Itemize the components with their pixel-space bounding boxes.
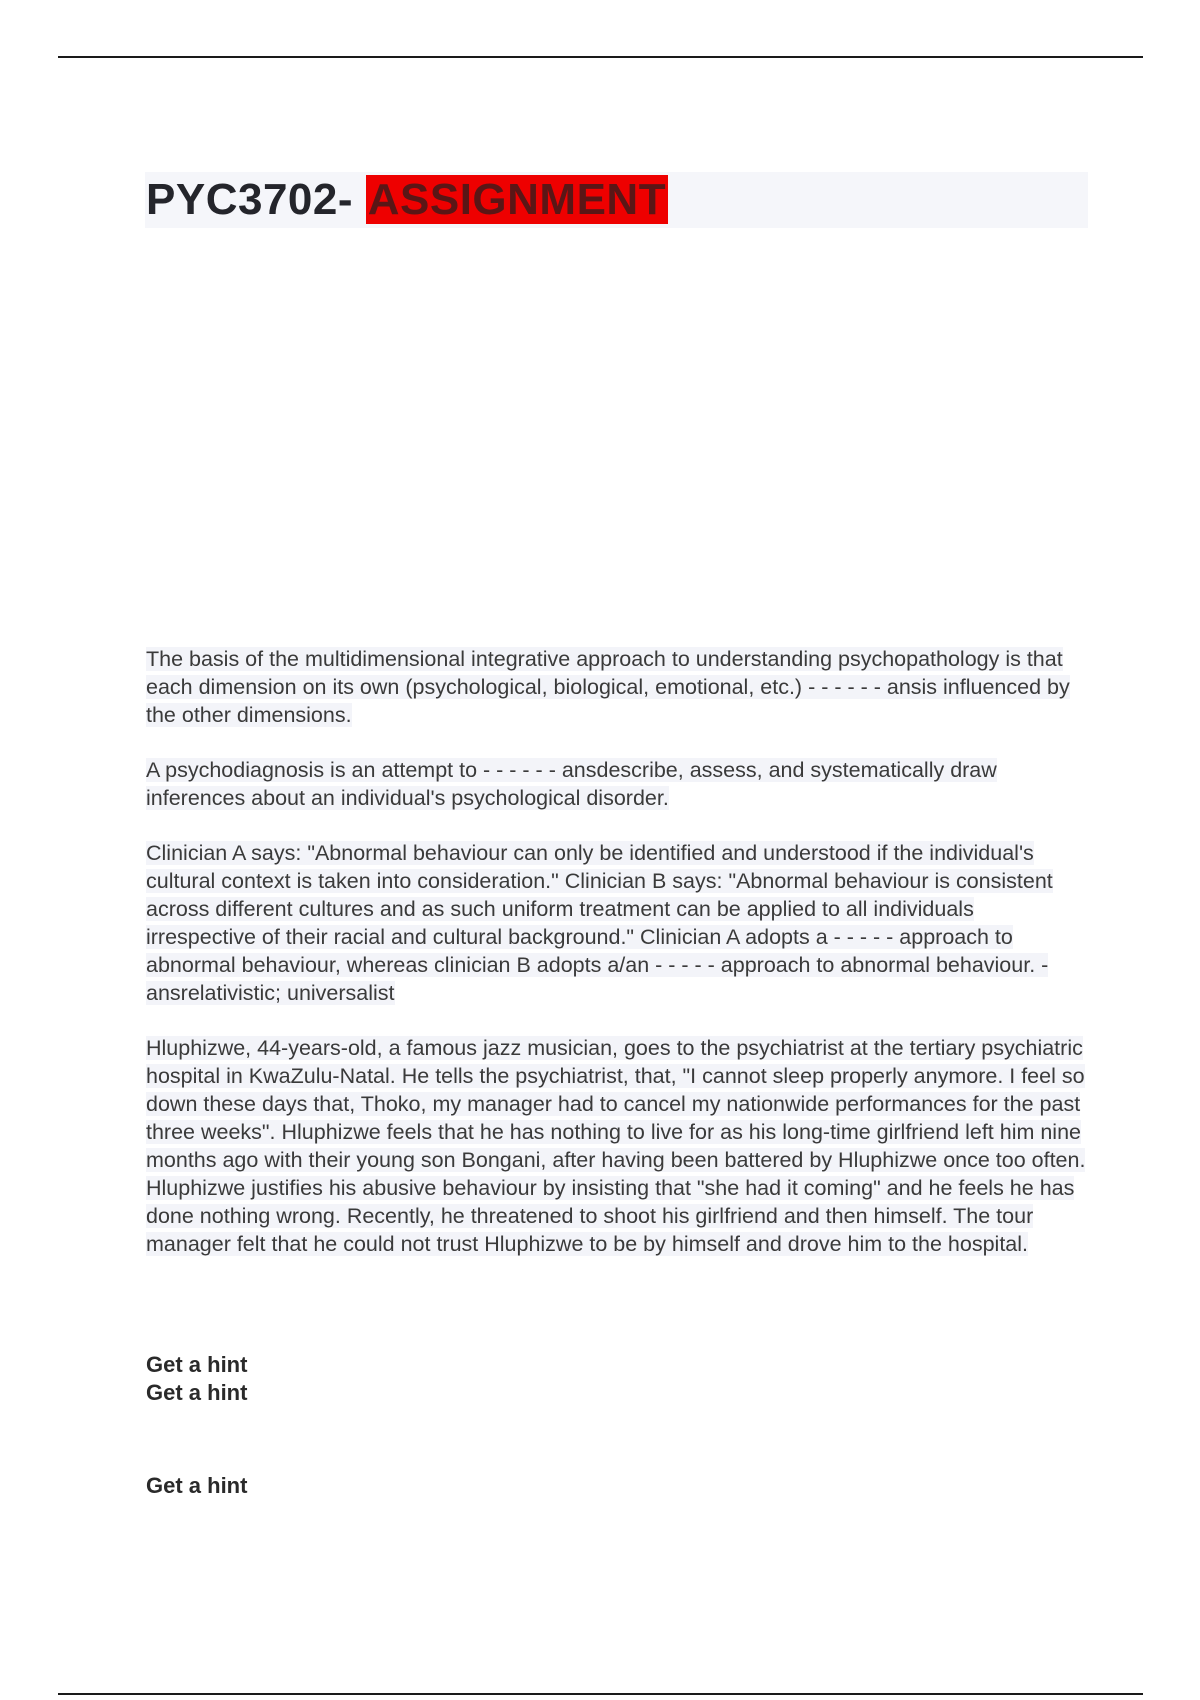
document-body (146, 645, 1086, 1285)
paragraph-clinicians: Clinician A says: "Abnormal behaviour can only be identified and understood if the individual's cultural context is taken into consideration." Clinician B says: "Abnormal behaviour is consistent across different cultures and as such uniform treatment can be applied to all individuals irrespective of their racial and cultural background." Clinician A adopts a - - - - - approach to abnormal behaviour, whereas clinician B adopts a/an - - - - - approach to abnormal behaviour. - ansrelativistic; universalist (146, 841, 1053, 1005)
get-hint-link[interactable]: Get a hint (146, 1380, 248, 1405)
top-rule (58, 56, 1143, 58)
page-title (146, 174, 668, 226)
get-hint-link[interactable]: Get a hint (146, 1473, 248, 1498)
bottom-rule (58, 1693, 1143, 1695)
paragraph-multidimensional: The basis of the multidimensional integrative approach to understanding psychopathology is that each dimension on its own (psychological, biological, emotional, etc.) - - - - - - ansis influenced by the other dimensions. (146, 647, 1070, 727)
title-highlight: ASSIGNMENT (367, 175, 667, 224)
paragraph-psychodiagnosis: A psychodiagnosis is an attempt to - - - - - - ansdescribe, assess, and systematically draw inferences about an individual's psychological disorder. (146, 758, 997, 810)
get-hint-link[interactable]: Get a hint (146, 1352, 248, 1377)
paragraph-case-study: Hluphizwe, 44-years-old, a famous jazz musician, goes to the psychiatrist at the tertiary psychiatric hospital in KwaZulu-Natal. He tells the psychiatrist, that, "I cannot sleep properly anymore. I feel so down these days that, Thoko, my manager had to cancel my nationwide performances for the past three weeks". Hluphizwe feels that he has nothing to live for as his long-time girlfriend left him nine months ago with their young son Bongani, after having been battered by Hluphizwe once too often. Hluphizwe justifies his abusive behaviour by insisting that "she had it coming" and he feels he has done nothing wrong. Recently, he threatened to shoot his girlfriend and then himself. The tour manager felt that he could not trust Hluphizwe to be by himself and drove him to the hospital. (146, 1036, 1086, 1256)
title-prefix: PYC3702- (146, 175, 366, 224)
